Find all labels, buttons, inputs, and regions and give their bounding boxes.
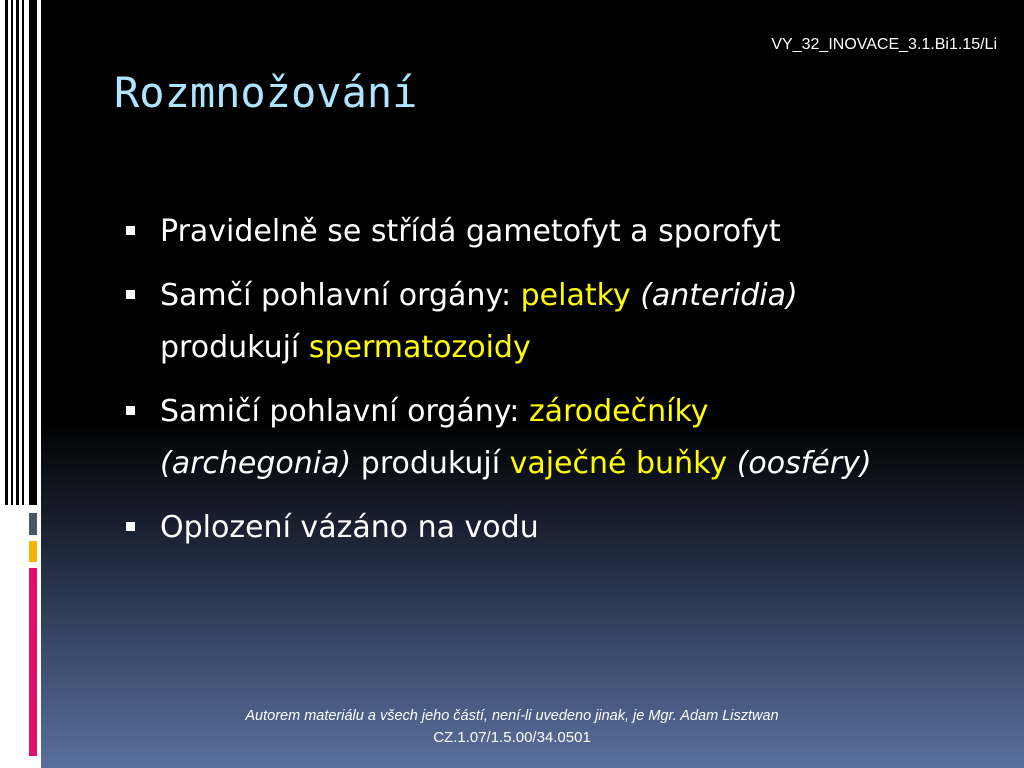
- bullet-item: [122, 270, 902, 374]
- square-bullet-icon: [126, 522, 135, 531]
- bullet-text: Samičí pohlavní orgány:: [160, 394, 529, 429]
- bullet-text: [631, 278, 641, 313]
- highlighted-term: spermatozoidy: [308, 330, 531, 365]
- bullet-text: produkují: [351, 446, 510, 481]
- latin-term: (anteridia): [640, 278, 798, 313]
- bullet-text: [727, 446, 737, 481]
- bullet-item: [122, 206, 902, 258]
- square-bullet-icon: [126, 406, 135, 415]
- latin-term: (archegonia): [160, 446, 352, 481]
- accent-bar-orange: [29, 541, 37, 562]
- bullet-text: Pravidelně se střídá gametofyt a sporofyt: [160, 214, 781, 249]
- square-bullet-icon: [126, 226, 135, 235]
- latin-term: (oosféry): [736, 446, 872, 481]
- bullet-text: Samčí pohlavní orgány:: [160, 278, 521, 313]
- bullet-text: produkují: [160, 330, 309, 365]
- decorative-side-strip: [0, 0, 41, 768]
- footer-author: Autorem materiálu a všech jeho částí, není-li uvedeno jinak, je Mgr. Adam Lisztwan: [245, 708, 779, 724]
- highlighted-term: zárodečníky: [528, 394, 709, 429]
- accent-bar-black: [29, 0, 37, 505]
- square-bullet-icon: [126, 290, 135, 299]
- bullet-item: [122, 502, 902, 554]
- bullet-text: Oplození vázáno na vodu: [160, 510, 539, 545]
- footer: [0, 706, 1024, 748]
- bullet-item: [122, 386, 902, 490]
- bullet-list: [122, 206, 902, 566]
- accent-bar-slate: [29, 513, 37, 535]
- highlighted-term: pelatky: [520, 278, 631, 313]
- footer-project-code: CZ.1.07/1.5.00/34.0501: [433, 729, 591, 746]
- accent-gap: [29, 505, 37, 513]
- material-code: VY_32_INOVACE_3.1.Bi1.15/Li: [771, 36, 997, 53]
- highlighted-term: vaječné buňky: [509, 446, 728, 481]
- slide-title: Rozmnožování: [114, 68, 418, 117]
